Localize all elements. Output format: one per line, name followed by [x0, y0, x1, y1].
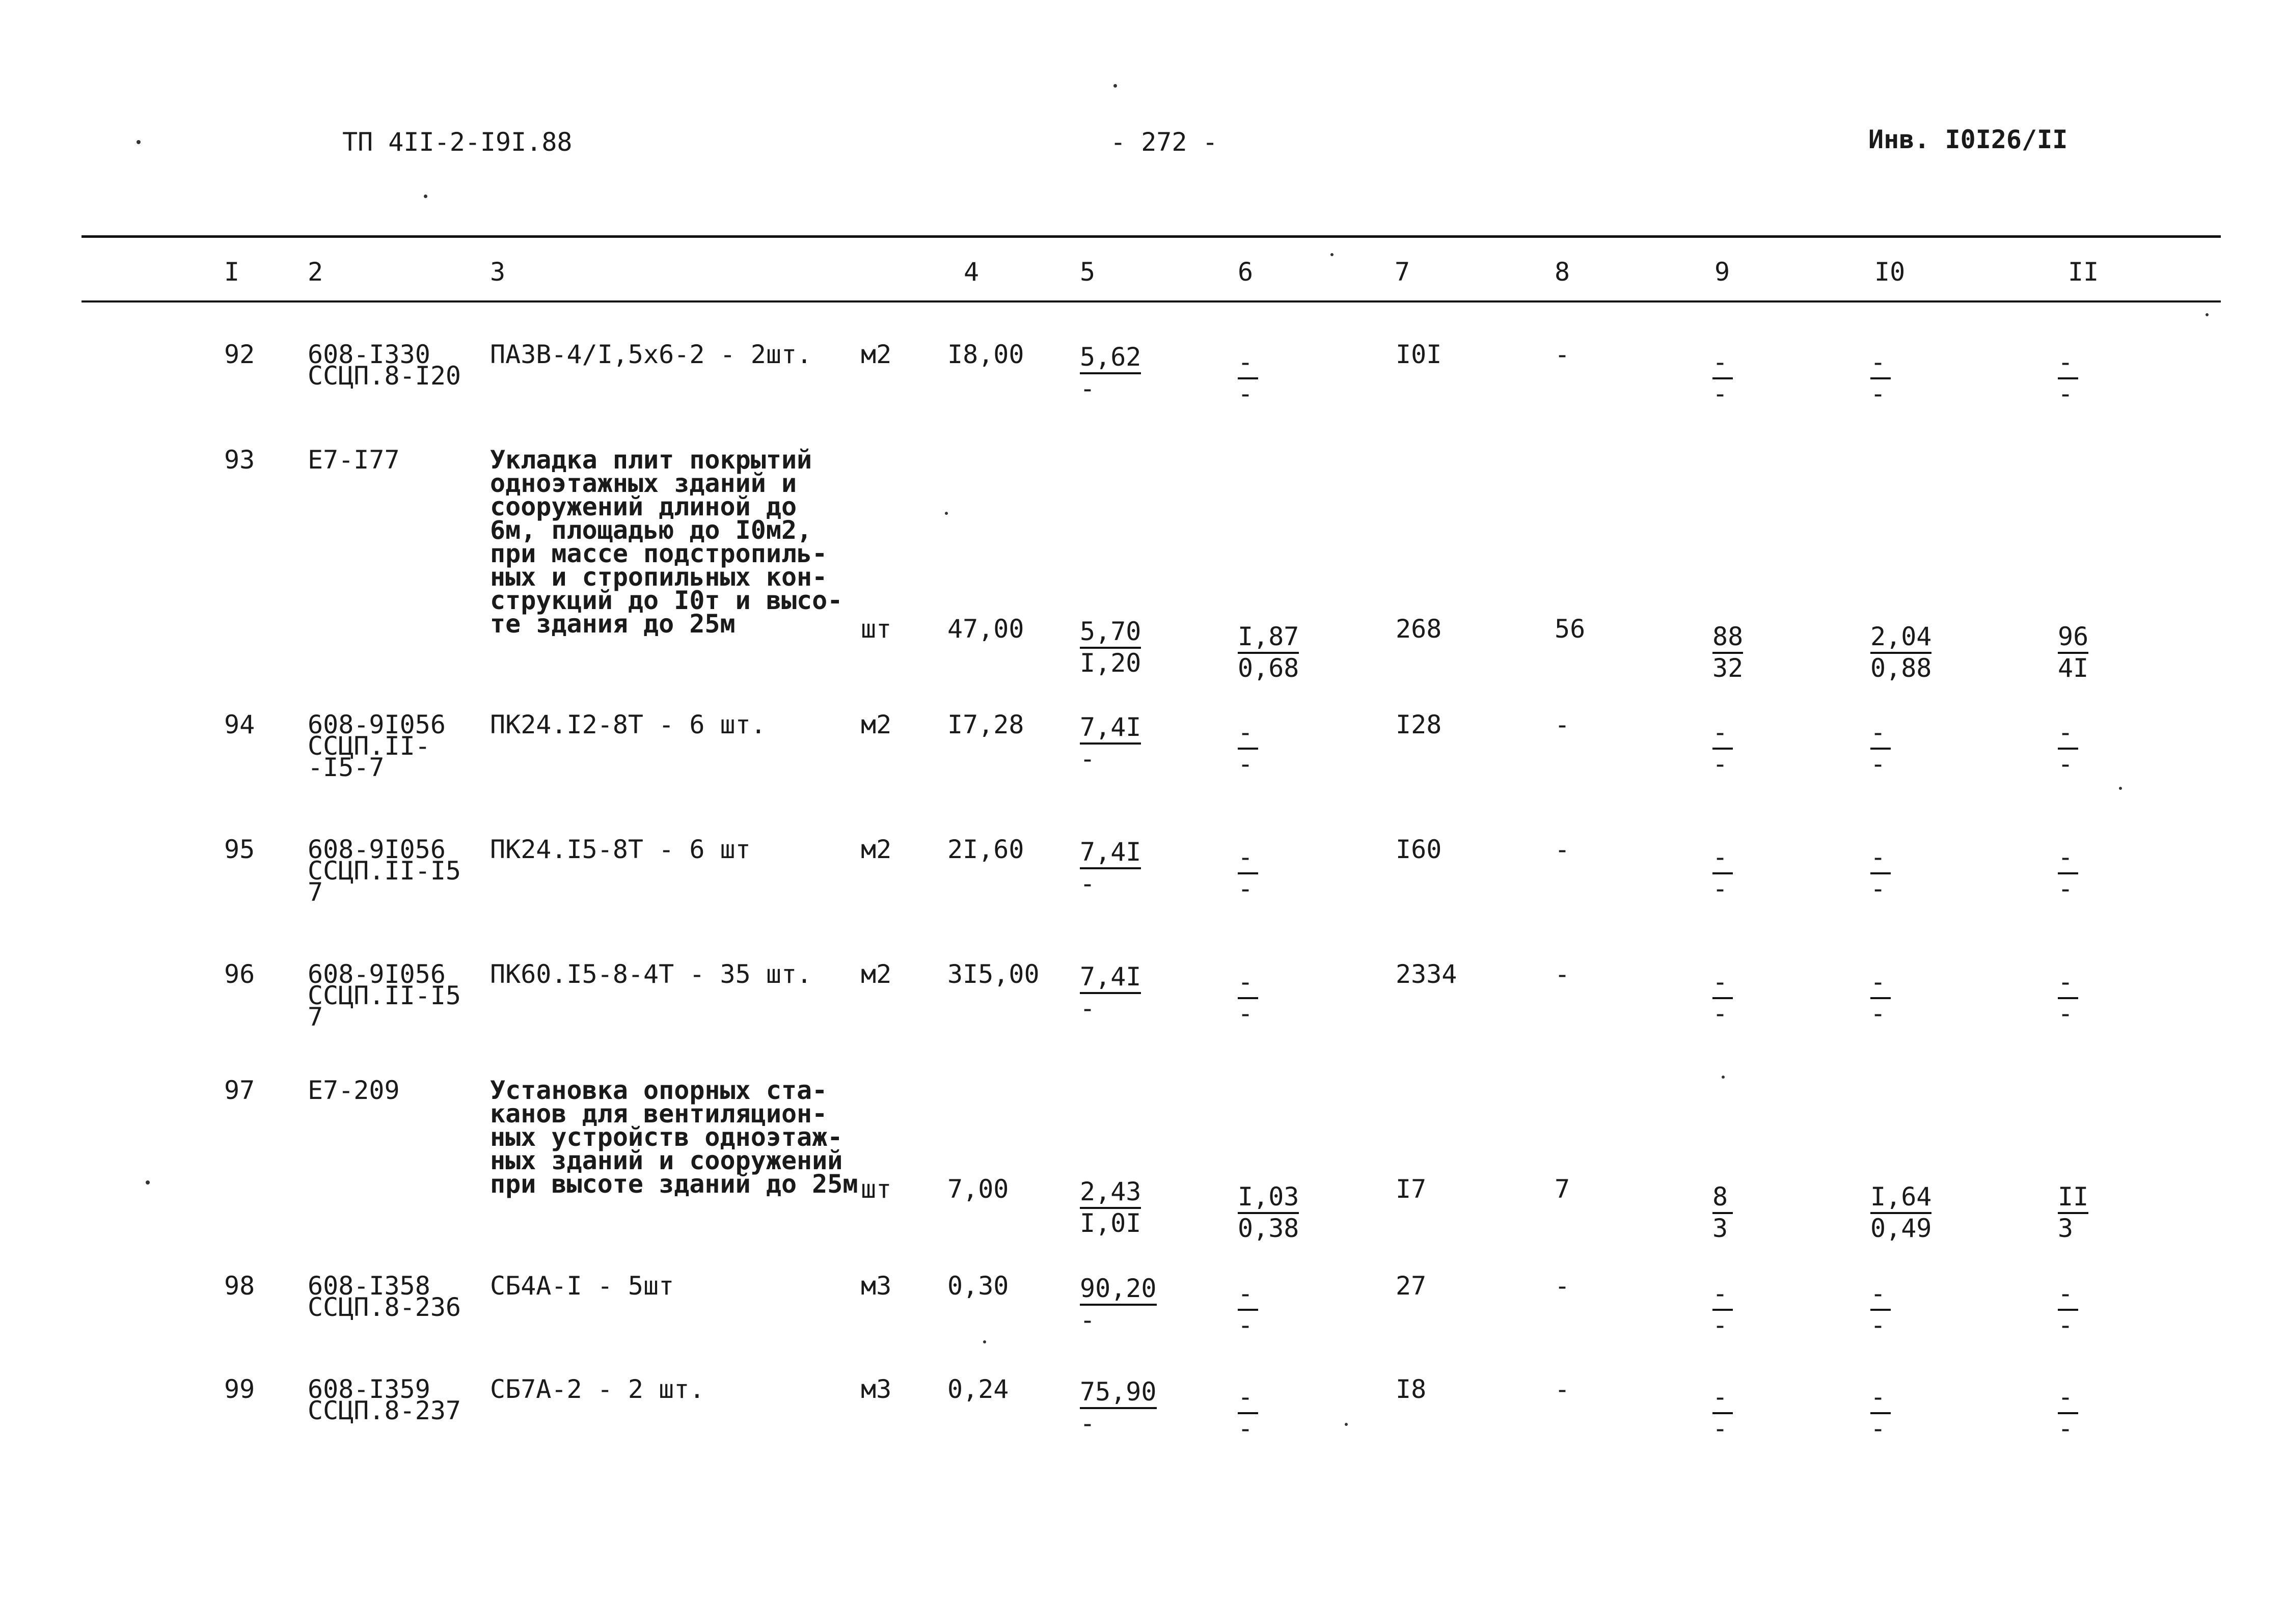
col10-value-denominator: -	[1870, 749, 1886, 779]
col7-value: I60	[1396, 835, 1442, 864]
col10-value-numerator: -	[1870, 968, 1891, 999]
col6-value	[1238, 968, 1258, 1028]
row-number: 96	[224, 959, 255, 989]
scan-speck	[983, 1340, 986, 1343]
col10-value	[1870, 1383, 1891, 1443]
col-header-2: 2	[308, 257, 323, 287]
col7-value: I7	[1396, 1174, 1427, 1204]
col9-value-numerator: 8	[1712, 1182, 1733, 1214]
col9-value	[1712, 843, 1733, 903]
col5-value	[1080, 962, 1141, 1023]
unit: м3	[861, 1271, 892, 1301]
col5-value-numerator: 7,4I	[1080, 962, 1141, 994]
col8-value: -	[1555, 1374, 1570, 1404]
col11-value	[2058, 1383, 2078, 1443]
col8-value: -	[1555, 835, 1570, 864]
document-code: ТП 4II-2-I9I.88	[342, 127, 573, 157]
scan-speck	[137, 140, 141, 144]
col9-value	[1712, 968, 1733, 1028]
col6-value-denominator: -	[1238, 1414, 1254, 1443]
description-line: те здания до 25м	[490, 609, 736, 639]
rate-code-line: -I5-7	[308, 753, 385, 782]
scan-speck	[146, 1180, 150, 1185]
col9-value-denominator: -	[1712, 1414, 1728, 1443]
scan-speck	[2119, 787, 2122, 790]
col6-value-denominator: -	[1238, 1310, 1254, 1340]
col-header-7: 7	[1395, 257, 1410, 287]
col-header-5: 5	[1080, 257, 1096, 287]
page-number: - 272 -	[1110, 127, 1218, 157]
col10-value-numerator: -	[1870, 843, 1891, 874]
col5-value-numerator: 5,62	[1080, 343, 1141, 374]
col5-value-denominator: -	[1080, 1305, 1096, 1335]
row-number: 95	[224, 835, 255, 864]
col5-value	[1080, 343, 1141, 403]
col11-value-numerator: -	[2058, 843, 2078, 874]
unit: м2	[861, 710, 892, 739]
col7-value: 27	[1396, 1271, 1427, 1301]
col-header-11: II	[2068, 257, 2099, 287]
col6-value	[1238, 1182, 1299, 1243]
description-line: сооружений длиной до	[490, 492, 797, 521]
col11-value-numerator: -	[2058, 968, 2078, 999]
description-line: ПК24.I2-8Т - 6 шт.	[490, 710, 766, 739]
description-line: при высоте зданий до 25м	[490, 1169, 858, 1199]
col6-value	[1238, 622, 1299, 682]
col10-value-denominator: -	[1870, 874, 1886, 903]
col7-value: I28	[1396, 710, 1442, 739]
col6-value	[1238, 1383, 1258, 1443]
row-number: 93	[224, 445, 255, 475]
col10-value-numerator: 2,04	[1870, 622, 1931, 654]
col10-value-numerator: -	[1870, 1383, 1891, 1414]
row-number: 99	[224, 1374, 255, 1404]
col10-value-numerator: -	[1870, 718, 1891, 750]
quantity: 2I,60	[947, 835, 1024, 864]
col11-value-denominator: -	[2058, 379, 2074, 408]
description-line: одноэтажных зданий и	[490, 469, 797, 498]
quantity: 3I5,00	[947, 959, 1040, 989]
row-number: 97	[224, 1076, 255, 1105]
col8-value: 56	[1555, 614, 1586, 644]
rate-code-line: 7	[308, 1002, 323, 1032]
col5-value-denominator: -	[1080, 869, 1096, 898]
description-line: ных устройств одноэтаж-	[490, 1122, 843, 1152]
col8-value: 7	[1555, 1174, 1570, 1204]
row-number: 98	[224, 1271, 255, 1301]
description-line: струкций до I0т и высо-	[490, 586, 843, 615]
col6-value-numerator: I,87	[1238, 622, 1299, 654]
col5-value	[1080, 617, 1141, 677]
unit: м2	[861, 340, 892, 369]
col10-value-denominator: -	[1870, 1414, 1886, 1443]
col11-value-numerator: -	[2058, 348, 2078, 379]
col10-value-denominator: -	[1870, 379, 1886, 408]
col10-value-numerator: I,64	[1870, 1182, 1931, 1214]
scan-speck	[2206, 313, 2209, 316]
col8-value: -	[1555, 1271, 1570, 1301]
description-line: ПК60.I5-8-4Т - 35 шт.	[490, 959, 812, 989]
col5-value	[1080, 838, 1141, 898]
row-number: 92	[224, 340, 255, 369]
col10-value	[1870, 843, 1891, 903]
col5-value-numerator: 75,90	[1080, 1378, 1157, 1409]
inventory-number: Инв. I0I26/II	[1868, 125, 2068, 154]
col9-value-numerator: -	[1712, 718, 1733, 750]
col8-value: -	[1555, 959, 1570, 989]
col10-value	[1870, 968, 1891, 1028]
rate-code-line: ССЦП.II-I5	[308, 981, 461, 1010]
col6-value-numerator: -	[1238, 1279, 1258, 1311]
description-line: 6м, площадью до I0м2,	[490, 515, 812, 545]
col5-value-denominator: I,20	[1080, 648, 1141, 678]
col9-value-denominator: 3	[1712, 1214, 1728, 1243]
rate-code-line: Е7-209	[308, 1076, 400, 1105]
col10-value-denominator: 0,49	[1870, 1214, 1932, 1243]
col10-value	[1870, 1182, 1931, 1243]
col11-value-denominator: -	[2058, 874, 2074, 903]
col9-value-denominator: -	[1712, 749, 1728, 779]
description-line: СБ7А-2 - 2 шт.	[490, 1374, 705, 1404]
col5-value	[1080, 1378, 1157, 1438]
col11-value-denominator: -	[2058, 749, 2074, 779]
col6-value-denominator: -	[1238, 874, 1254, 903]
quantity: 0,24	[947, 1374, 1009, 1404]
col11-value	[2058, 1182, 2088, 1243]
col11-value-numerator: II	[2058, 1182, 2088, 1214]
table-top-rule	[81, 235, 2221, 238]
col7-value: I0I	[1396, 340, 1442, 369]
rate-code-line: 608-I359	[308, 1374, 430, 1404]
rate-code-line: 7	[308, 877, 323, 907]
col6-value	[1238, 348, 1258, 408]
col5-value-denominator: -	[1080, 374, 1096, 403]
col9-value-numerator: -	[1712, 968, 1733, 999]
description-line: при массе подстропиль-	[490, 539, 828, 568]
col9-value-denominator: -	[1712, 999, 1728, 1028]
col11-value	[2058, 622, 2088, 682]
col10-value	[1870, 348, 1891, 408]
unit: м3	[861, 1374, 892, 1404]
description-line: ПАЗВ-4/I,5x6-2 - 2шт.	[490, 340, 812, 369]
col11-value	[2058, 718, 2078, 778]
col9-value-denominator: -	[1712, 874, 1728, 903]
rate-code-line: 608-9I056	[308, 959, 446, 989]
row-number: 94	[224, 710, 255, 739]
col9-value-numerator: 88	[1712, 622, 1743, 654]
rate-code-line: ССЦП.8-236	[308, 1292, 461, 1322]
col-header-4: 4	[964, 257, 979, 287]
table-header-rule	[81, 300, 2221, 302]
scan-speck	[1113, 84, 1117, 88]
col7-value: I8	[1396, 1374, 1427, 1404]
col6-value-numerator: -	[1238, 843, 1258, 874]
col6-value-denominator: 0,68	[1238, 653, 1299, 683]
col9-value-numerator: -	[1712, 348, 1733, 379]
unit: м2	[861, 959, 892, 989]
col5-value-numerator: 90,20	[1080, 1274, 1157, 1306]
quantity: 0,30	[947, 1271, 1009, 1301]
unit: шт	[861, 1174, 892, 1204]
col5-value-numerator: 7,4I	[1080, 838, 1141, 869]
col6-value	[1238, 718, 1258, 778]
col10-value-numerator: -	[1870, 348, 1891, 379]
col10-value-denominator: 0,88	[1870, 653, 1932, 683]
col5-value	[1080, 713, 1141, 773]
col5-value-numerator: 5,70	[1080, 617, 1141, 649]
col-header-6: 6	[1238, 257, 1254, 287]
quantity: I8,00	[947, 340, 1024, 369]
col9-value	[1712, 1279, 1733, 1339]
description-line: ПК24.I5-8Т - 6 шт	[490, 835, 751, 864]
description-line: ных и стропильных кон-	[490, 562, 828, 592]
col11-value	[2058, 348, 2078, 408]
col11-value-denominator: -	[2058, 999, 2074, 1028]
rate-code-line: 608-I330	[308, 340, 430, 369]
col10-value	[1870, 718, 1891, 778]
rate-code-line: 608-9I056	[308, 835, 446, 864]
col9-value-denominator: 32	[1712, 653, 1744, 683]
scan-speck	[424, 195, 427, 198]
col6-value-denominator: -	[1238, 999, 1254, 1028]
col11-value-numerator: -	[2058, 718, 2078, 750]
col5-value-numerator: 2,43	[1080, 1177, 1141, 1209]
col9-value-denominator: -	[1712, 1310, 1728, 1340]
col11-value	[2058, 1279, 2078, 1339]
col7-value: 268	[1396, 614, 1442, 644]
quantity: 47,00	[947, 614, 1024, 644]
col10-value-denominator: -	[1870, 999, 1886, 1028]
col11-value-denominator: -	[2058, 1310, 2074, 1340]
col6-value-numerator: -	[1238, 718, 1258, 750]
col6-value	[1238, 1279, 1258, 1339]
col-header-3: 3	[490, 257, 506, 287]
rate-code-line: ССЦП.II-I5	[308, 856, 461, 886]
col6-value-numerator: -	[1238, 348, 1258, 379]
scan-speck	[1330, 253, 1334, 256]
unit: шт	[861, 614, 892, 644]
col11-value-denominator: 4I	[2058, 653, 2089, 683]
quantity: I7,28	[947, 710, 1024, 739]
rate-code-line: 608-9I056	[308, 710, 446, 739]
col5-value-denominator: -	[1080, 994, 1096, 1023]
col11-value-numerator: 96	[2058, 622, 2088, 654]
col11-value	[2058, 843, 2078, 903]
col11-value-denominator: 3	[2058, 1214, 2074, 1243]
col5-value	[1080, 1177, 1141, 1237]
col10-value	[1870, 622, 1931, 682]
description-line: СБ4А-I - 5шт	[490, 1271, 674, 1301]
col5-value	[1080, 1274, 1157, 1334]
description-line: канов для вентиляцион-	[490, 1099, 828, 1128]
col11-value	[2058, 968, 2078, 1028]
col8-value: -	[1555, 710, 1570, 739]
col9-value-numerator: -	[1712, 1279, 1733, 1311]
rate-code-line: ССЦП.II-	[308, 731, 430, 761]
col11-value-numerator: -	[2058, 1383, 2078, 1414]
scan-speck	[945, 512, 948, 515]
col10-value	[1870, 1279, 1891, 1339]
col9-value-denominator: -	[1712, 379, 1728, 408]
col6-value-denominator: -	[1238, 379, 1254, 408]
col9-value-numerator: -	[1712, 843, 1733, 874]
rate-code-line: ССЦП.8-I20	[308, 361, 461, 391]
col7-value: 2334	[1396, 959, 1457, 989]
col10-value-denominator: -	[1870, 1310, 1886, 1340]
col-header-8: 8	[1555, 257, 1570, 287]
description-line: Укладка плит покрытий	[490, 445, 812, 475]
col9-value	[1712, 1383, 1733, 1443]
col-header-10: I0	[1874, 257, 1906, 287]
rate-code-line: Е7-I77	[308, 445, 400, 475]
scan-speck	[1722, 1076, 1725, 1079]
description-line: ных зданий и сооружений	[490, 1146, 843, 1175]
col5-value-denominator: -	[1080, 744, 1096, 774]
col6-value-numerator: -	[1238, 1383, 1258, 1414]
col6-value-denominator: -	[1238, 749, 1254, 779]
col6-value	[1238, 843, 1258, 903]
col6-value-denominator: 0,38	[1238, 1214, 1299, 1243]
scan-speck	[1345, 1423, 1348, 1426]
rate-code-line: ССЦП.8-237	[308, 1396, 461, 1425]
col-header-1: I	[224, 257, 240, 287]
col8-value: -	[1555, 340, 1570, 369]
rate-code-line: 608-I358	[308, 1271, 430, 1301]
col9-value	[1712, 622, 1743, 682]
description-line: Установка опорных ста-	[490, 1076, 828, 1105]
col5-value-denominator: -	[1080, 1409, 1096, 1438]
col-header-9: 9	[1715, 257, 1730, 287]
col5-value-numerator: 7,4I	[1080, 713, 1141, 745]
col6-value-numerator: I,03	[1238, 1182, 1299, 1214]
col9-value	[1712, 1182, 1733, 1243]
col6-value-numerator: -	[1238, 968, 1258, 999]
col5-value-denominator: I,0I	[1080, 1208, 1141, 1238]
col11-value-denominator: -	[2058, 1414, 2074, 1443]
quantity: 7,00	[947, 1174, 1009, 1204]
col9-value	[1712, 718, 1733, 778]
col9-value-numerator: -	[1712, 1383, 1733, 1414]
col11-value-numerator: -	[2058, 1279, 2078, 1311]
unit: м2	[861, 835, 892, 864]
col9-value	[1712, 348, 1733, 408]
col10-value-numerator: -	[1870, 1279, 1891, 1311]
